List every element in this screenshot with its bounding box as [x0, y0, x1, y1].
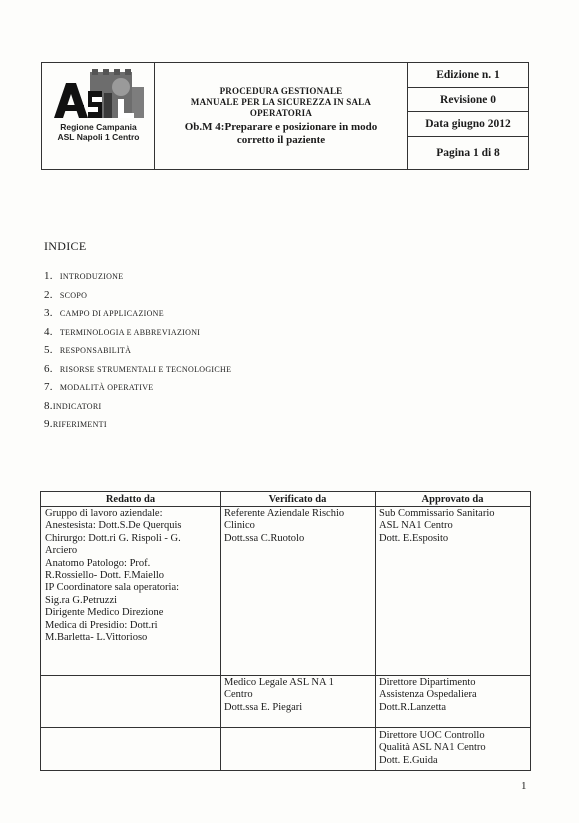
procedure-title — [155, 63, 408, 169]
verificato-cell-2: Medico Legale ASL NA 1 Centro Dott.ssa E. Piegari — [224, 677, 334, 713]
index-item: 8. INDICATORI — [44, 399, 102, 412]
table-divider — [375, 492, 376, 770]
table-divider — [41, 675, 530, 676]
title-line: MANUALE PER LA SICUREZZA IN SALA — [190, 96, 372, 107]
document-header-table — [41, 62, 529, 170]
index-title: INDICE — [44, 239, 87, 253]
header-approvato: Approvato da — [421, 493, 484, 505]
index-item: 3. CAMPO DI APPLICAZIONE — [44, 307, 164, 319]
logo-region-label: Regione Campania — [60, 122, 137, 132]
document-meta — [408, 63, 528, 169]
subtitle-line: corretto il paziente — [236, 133, 326, 146]
title-line: OPERATORIA — [249, 107, 313, 118]
approvato-cell-3: Direttore UOC Controllo Qualità ASL NA1 Centro Dott. E.Guida — [379, 730, 486, 766]
redatto-cell: Gruppo di lavoro aziendale: Anestesista: Dott.S.De Querquis Chirurgo: Dott.ri G. Rispoli - G. Arciero Anatomo Patologo: Prof. R.Rossiello- Dott. F.Maiello IP Coordinatore sala operatoria: Sig.ra G.Petruzzi Dirigente Medico Direzione Medica di Presidio: Dott.ri M.Barletta- L.Vittorioso — [45, 508, 182, 644]
asl-logo — [42, 63, 155, 169]
table-divider — [41, 727, 530, 728]
verificato-cell-1: Referente Aziendale Rischio Clinico Dott.ssa C.Ruotolo — [224, 508, 345, 544]
header-redatto: Redatto da — [105, 493, 156, 505]
index-item: 5. RESPONSABILITÀ — [44, 344, 132, 356]
castle-logo-icon — [48, 69, 148, 121]
subtitle-line: Ob.M 4:Preparare e posizionare in modo — [184, 120, 378, 133]
revision-label: Revisione 0 — [408, 88, 528, 113]
approvato-cell-2: Direttore Dipartimento Assistenza Ospedaliera Dott.R.Lanzetta — [379, 677, 477, 713]
title-line: PROCEDURA GESTIONALE — [219, 85, 343, 96]
index-item: 2. SCOPO — [44, 288, 88, 301]
index-list — [44, 270, 231, 437]
approvato-cell-1: Sub Commissario Sanitario ASL NA1 Centro Dott. E.Esposito — [379, 508, 495, 544]
index-item: 7. MODALITÀ OPERATIVE — [44, 381, 154, 393]
index-item: 6. RISORSE STRUMENTALI E TECNOLOGICHE — [44, 362, 232, 375]
page-number: 1 — [521, 780, 527, 792]
table-divider — [220, 492, 221, 770]
index-item: 4. TERMINOLOGIA E ABBREVIAZIONI — [44, 325, 201, 338]
approval-table — [40, 491, 531, 771]
page-count-label: Pagina 1 di 8 — [436, 147, 500, 159]
table-divider — [41, 506, 530, 507]
date-label: Data giugno 2012 — [408, 112, 528, 137]
logo-asl-label: ASL Napoli 1 Centro — [57, 132, 140, 142]
index-item: 1. INTRODUZIONE — [44, 270, 124, 282]
index-item: 9. RIFERIMENTI — [44, 418, 107, 430]
edition-label: Edizione n. 1 — [408, 63, 528, 88]
header-verificato: Verificato da — [268, 493, 327, 505]
